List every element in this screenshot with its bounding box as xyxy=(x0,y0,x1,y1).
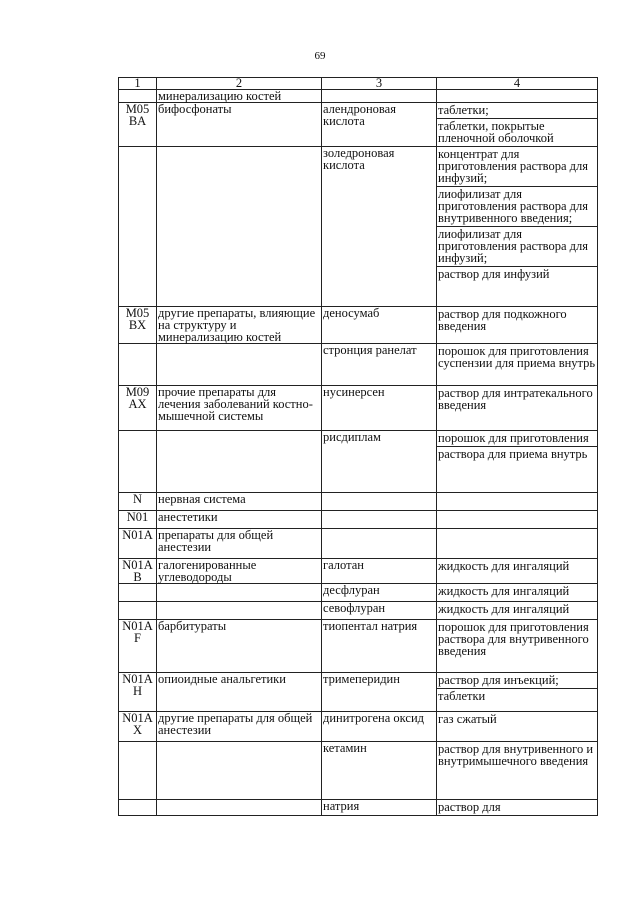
dosage-form-item: жидкость для ингаляций xyxy=(438,584,570,598)
table-row xyxy=(119,712,598,742)
group-name-cell: галогенированные углеводороды xyxy=(157,559,322,584)
table-row xyxy=(119,307,598,344)
atc-code-cell: N01A H xyxy=(119,673,157,712)
table-row xyxy=(119,800,598,816)
medication-table xyxy=(118,77,598,816)
atc-code-cell: M05 BX xyxy=(119,307,157,344)
page-number: 69 xyxy=(314,50,326,62)
substance-cell: стронция ранелат xyxy=(322,344,437,386)
table-row xyxy=(119,103,598,147)
header-cell-2: 2 xyxy=(157,78,322,90)
dosage-form-item: порошок для приготовления xyxy=(438,431,589,445)
substance-cell xyxy=(322,511,437,529)
dosage-form-cell xyxy=(437,742,598,800)
table-row xyxy=(119,602,598,620)
dosage-form-item: раствора для приема внутрь xyxy=(437,446,597,462)
atc-code-cell: M09 AX xyxy=(119,386,157,431)
group-name-cell xyxy=(157,344,322,386)
table-header-row xyxy=(119,78,598,90)
dosage-form-cell xyxy=(437,800,598,816)
atc-code-cell xyxy=(119,584,157,602)
dosage-form-cell xyxy=(437,559,598,584)
atc-code-cell xyxy=(119,90,157,103)
atc-code-cell xyxy=(119,431,157,493)
dosage-form-item: газ сжатый xyxy=(438,712,497,726)
header-cell-4: 4 xyxy=(437,78,598,90)
atc-code-cell: N01 xyxy=(119,511,157,529)
atc-code-cell xyxy=(119,344,157,386)
group-name-cell: другие препараты, влияющие на структуру и минерализацию костей xyxy=(157,307,322,344)
group-name-cell: прочие препараты для лечения заболеваний костно-мышечной системы xyxy=(157,386,322,431)
dosage-form-item: концентрат для приготовления раствора для инфузий; xyxy=(438,147,588,185)
group-name-cell xyxy=(157,431,322,493)
atc-code-cell xyxy=(119,147,157,307)
substance-cell: натрия xyxy=(322,800,437,816)
dosage-form-cell xyxy=(437,602,598,620)
atc-code-cell xyxy=(119,602,157,620)
dosage-form-cell xyxy=(437,493,598,511)
group-name-cell: бифосфонаты xyxy=(157,103,322,147)
table-row xyxy=(119,147,598,307)
dosage-form-cell xyxy=(437,147,598,307)
group-name-cell: опиоидные анальгетики xyxy=(157,673,322,712)
group-name-cell xyxy=(157,147,322,307)
dosage-form-item: жидкость для ингаляций xyxy=(438,559,570,573)
dosage-form-item: таблетки; xyxy=(438,103,489,117)
group-name-cell: нервная система xyxy=(157,493,322,511)
dosage-form-item: порошок для приготовления раствора для внутривенного введения xyxy=(438,620,589,658)
group-name-cell: анестетики xyxy=(157,511,322,529)
dosage-form-cell xyxy=(437,673,598,712)
substance-cell: тиопентал натрия xyxy=(322,620,437,673)
dosage-form-item: раствор для подкожного введения xyxy=(438,307,567,333)
dosage-form-item: раствор для xyxy=(438,800,501,814)
table-row xyxy=(119,431,598,493)
dosage-form-cell xyxy=(437,103,598,147)
substance-cell: рисдиплам xyxy=(322,431,437,493)
group-name-cell: другие препараты для общей анестезии xyxy=(157,712,322,742)
dosage-form-item: лиофилизат для приготовления раствора для внутривенного введения; xyxy=(437,186,597,226)
atc-code-cell: M05 BA xyxy=(119,103,157,147)
group-name-cell xyxy=(157,742,322,800)
header-cell-3: 3 xyxy=(322,78,437,90)
dosage-form-item: таблетки xyxy=(437,688,597,704)
dosage-form-item: раствор для инъекций; xyxy=(438,673,559,687)
dosage-form-cell xyxy=(437,307,598,344)
substance-cell xyxy=(322,493,437,511)
atc-code-cell xyxy=(119,742,157,800)
atc-code-cell: N01A X xyxy=(119,712,157,742)
table-row xyxy=(119,559,598,584)
substance-cell xyxy=(322,529,437,559)
table-row xyxy=(119,529,598,559)
dosage-form-item: раствор для инфузий xyxy=(437,266,597,282)
table-row xyxy=(119,344,598,386)
dosage-form-item: лиофилизат для приготовления раствора для инфузий; xyxy=(437,226,597,266)
substance-cell: галотан xyxy=(322,559,437,584)
dosage-form-cell xyxy=(437,620,598,673)
table-row xyxy=(119,493,598,511)
substance-cell: севофлуран xyxy=(322,602,437,620)
table-row xyxy=(119,742,598,800)
dosage-form-item: таблетки, покрытые пленочной оболочкой xyxy=(437,118,597,146)
table-row xyxy=(119,511,598,529)
dosage-form-cell xyxy=(437,344,598,386)
atc-code-cell: N01A F xyxy=(119,620,157,673)
dosage-form-item: жидкость для ингаляций xyxy=(438,602,570,616)
substance-cell: динитрогена оксид xyxy=(322,712,437,742)
group-name-cell: минерализацию костей xyxy=(157,90,322,103)
dosage-form-cell xyxy=(437,431,598,493)
substance-cell: кетамин xyxy=(322,742,437,800)
dosage-form-item: порошок для приготовления суспензии для приема внутрь xyxy=(438,344,596,370)
substance-cell: алендроновая кислота xyxy=(322,103,437,147)
table-row xyxy=(119,90,598,103)
atc-code-cell: N01A xyxy=(119,529,157,559)
dosage-form-item: раствор для внутривенного и внутримышечного введения xyxy=(438,742,594,768)
dosage-form-cell xyxy=(437,529,598,559)
group-name-cell xyxy=(157,602,322,620)
substance-cell: деносумаб xyxy=(322,307,437,344)
substance-cell: золедроновая кислота xyxy=(322,147,437,307)
atc-code-cell xyxy=(119,800,157,816)
header-cell-1: 1 xyxy=(119,78,157,90)
substance-cell xyxy=(322,90,437,103)
group-name-cell: барбитураты xyxy=(157,620,322,673)
table-row xyxy=(119,620,598,673)
dosage-form-cell xyxy=(437,511,598,529)
table-row xyxy=(119,584,598,602)
atc-code-cell: N xyxy=(119,493,157,511)
group-name-cell: препараты для общей анестезии xyxy=(157,529,322,559)
substance-cell: десфлуран xyxy=(322,584,437,602)
atc-code-cell: N01A B xyxy=(119,559,157,584)
dosage-form-item: раствор для интратекального введения xyxy=(438,386,593,412)
substance-cell: нусинерсен xyxy=(322,386,437,431)
group-name-cell xyxy=(157,800,322,816)
substance-cell: тримеперидин xyxy=(322,673,437,712)
table-row xyxy=(119,673,598,712)
table-row xyxy=(119,386,598,431)
dosage-form-cell xyxy=(437,386,598,431)
group-name-cell xyxy=(157,584,322,602)
dosage-form-cell xyxy=(437,712,598,742)
dosage-form-cell xyxy=(437,90,598,103)
dosage-form-cell xyxy=(437,584,598,602)
